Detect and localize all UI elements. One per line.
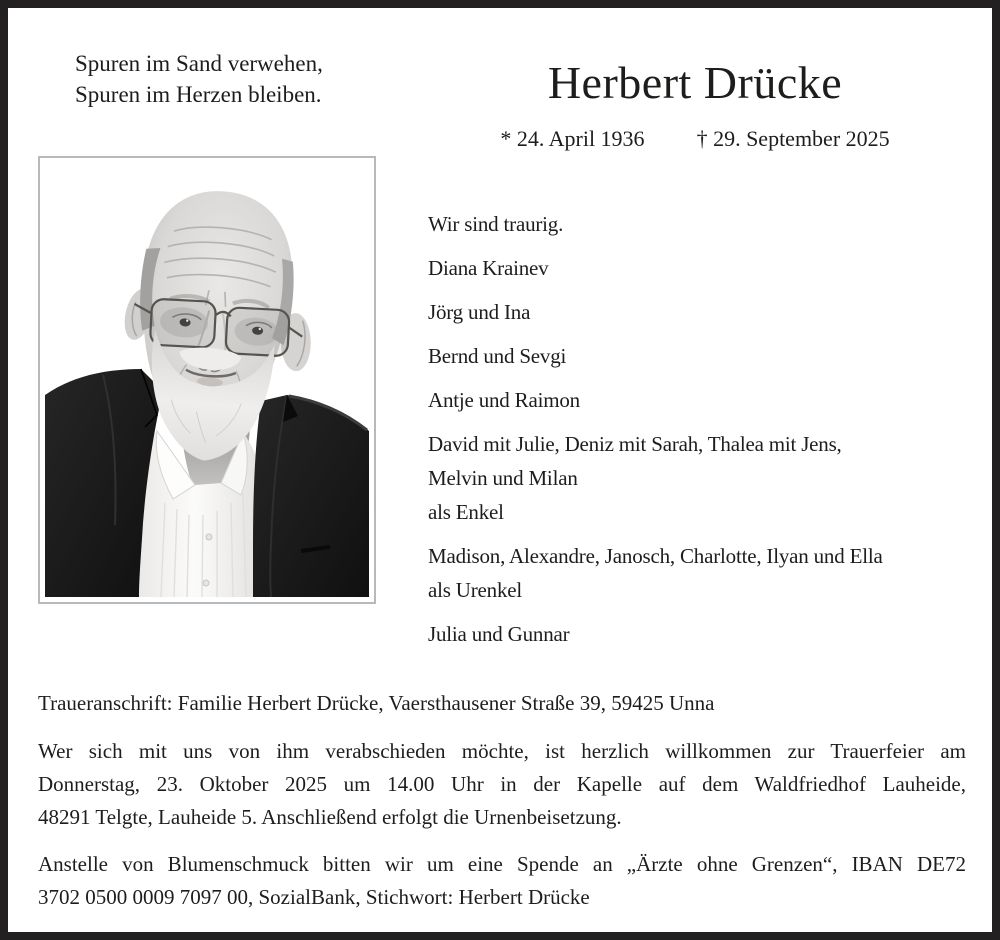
mourner-group: Diana Krainev (428, 256, 549, 280)
condolence-intro: Wir sind traurig. (428, 212, 564, 236)
mourner-group: Jörg und Ina (428, 300, 531, 324)
portrait-illustration (45, 163, 369, 597)
life-dates (420, 124, 970, 154)
mourner-group: David mit Julie, Deniz mit Sarah, Thalea mit Jens, Melvin und Milan als Enkel (428, 432, 842, 524)
mourner-group: Julia und Gunnar (428, 622, 570, 646)
footer-text (38, 688, 966, 928)
death-date: † 29. September 2025 (696, 126, 890, 151)
mourning-address: Traueranschrift: Familie Herbert Drücke, Vaersthausener Straße 39, 59425 Unna (38, 691, 715, 715)
mourner-group: Antje und Raimon (428, 388, 580, 412)
donation-info: Anstelle von Blumenschmuck bitten wir um eine Spende an „Ärzte ohne Grenzen“, IBAN DE72 3702 0500 0009 7097 00, SozialBank, Stichwort: Herbert Drücke (38, 852, 966, 909)
funeral-info: Wer sich mit uns von ihm verabschieden möchte, ist herzlich willkommen zur Trauerfeier am Donnerstag, 23. Oktober 2025 um 14.00 Uhr in der Kapelle auf dem Waldfriedhof Lauheide, 48291 Telgte, Lauheide 5. Anschließend erfolgt die Urnenbeisetzung. (38, 739, 966, 829)
deceased-name: Herbert Drücke (547, 57, 843, 108)
mourner-group: Madison, Alexandre, Janosch, Charlotte, Ilyan und Ella als Urenkel (428, 544, 883, 602)
epigraph-quote: Spuren im Sand verwehen, Spuren im Herzen bleiben. (75, 51, 323, 107)
mourner-group: Bernd und Sevgi (428, 344, 567, 368)
header (420, 56, 970, 154)
condolence-list (428, 207, 980, 661)
portrait-photo (38, 156, 376, 604)
birth-date: * 24. April 1936 (500, 126, 645, 151)
jacket-right (253, 395, 369, 597)
